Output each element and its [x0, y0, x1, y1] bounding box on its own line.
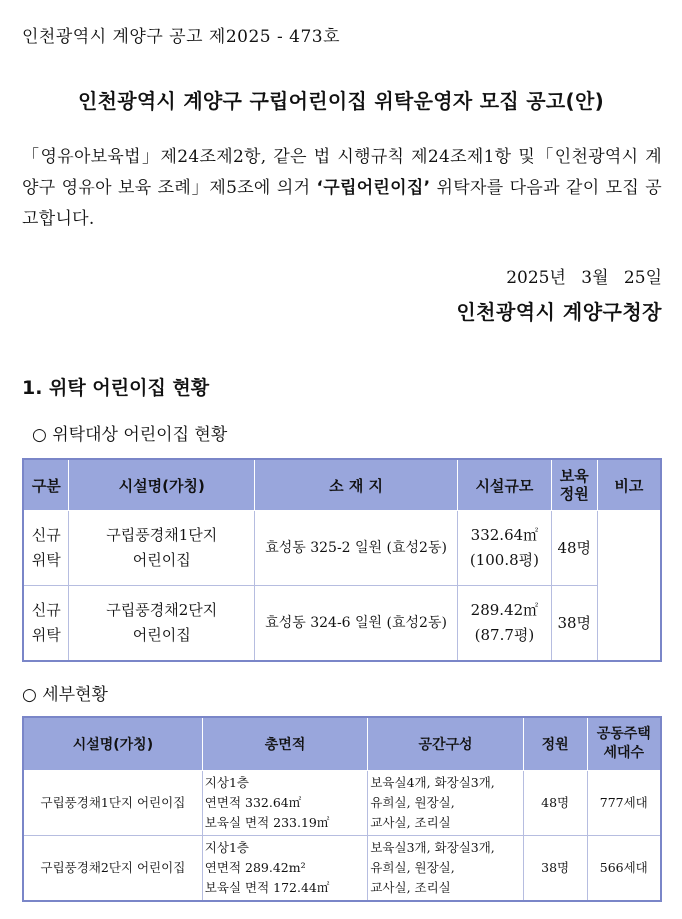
table-header: 구분 — [23, 459, 69, 511]
notice-date: 2025년 3월 25일 — [506, 268, 662, 288]
size-cell: 332.64㎡ — [470, 526, 539, 544]
households-header: 공동주택 세대수 — [596, 726, 651, 761]
subsection-heading: ○ 세부현황 — [22, 685, 108, 705]
space-line: 보육실3개, 화장실3개, — [370, 840, 495, 855]
table-header: 시설명(가칭) — [23, 717, 202, 771]
name-cell: 구립풍경채2단지 어린이집 — [106, 601, 218, 644]
table-header: 비고 — [597, 459, 661, 511]
space-line: 교사실, 조리실 — [370, 815, 451, 830]
table-header — [587, 717, 661, 771]
size-cell: 289.42㎡ — [470, 601, 539, 619]
detail-table — [22, 716, 662, 902]
intro-paragraph — [22, 142, 662, 235]
table-header: 시설규모 — [458, 459, 552, 511]
area-line: 보육실 면적 233.19㎡ — [204, 815, 330, 830]
name-cell: 구립풍경채1단지 어린이집 — [23, 771, 202, 836]
capacity-cell: 48명 — [523, 771, 587, 836]
households-cell: 777세대 — [587, 771, 661, 836]
space-line: 유희실, 원장실, — [370, 860, 455, 875]
subsection-heading: ○ 위탁대상 어린이집 현황 — [32, 425, 228, 445]
area-line: 연면적 289.42m² — [204, 860, 306, 875]
capacity-cell: 48명 — [551, 511, 597, 586]
table-header — [551, 459, 597, 511]
capacity-cell: 38명 — [551, 586, 597, 662]
table-header: 공간구성 — [368, 717, 523, 771]
table-row — [23, 586, 661, 662]
intro-text-2: 위탁자를 다음과 같이 모집 공고합니다. — [22, 178, 663, 229]
section-heading: 1. 위탁 어린이집 현황 — [22, 377, 210, 399]
type-cell: 신규위탁 — [31, 526, 61, 569]
table-header: 소 재 지 — [255, 459, 458, 511]
name-cell: 구립풍경채1단지 어린이집 — [106, 526, 218, 569]
area-line: 보육실 면적 172.44㎡ — [204, 880, 330, 895]
space-line: 보육실4개, 화장실3개, — [370, 775, 495, 790]
issuer: 인천광역시 계양구청장 — [456, 300, 662, 324]
address-cell: 효성동 325-2 일원 (효성2동) — [255, 511, 458, 586]
area-line: 지상1층 — [204, 840, 249, 855]
name-cell: 구립풍경채2단지 어린이집 — [23, 836, 202, 902]
households-cell: 566세대 — [587, 836, 661, 902]
table-header: 정원 — [523, 717, 587, 771]
capacity-header: 보육정원 — [559, 467, 589, 503]
note-cell — [597, 511, 661, 662]
size-pyeong-cell: (100.8평) — [469, 551, 539, 569]
intro-emphasis: ‘구립어린이집’ — [316, 178, 431, 198]
table-row — [23, 771, 661, 836]
page-title: 인천광역시 계양구 구립어린이집 위탁운영자 모집 공고(안) — [77, 89, 605, 113]
table-header: 시설명(가칭) — [69, 459, 255, 511]
table-header: 총면적 — [202, 717, 368, 771]
table-row — [23, 511, 661, 586]
area-line: 지상1층 — [204, 775, 249, 790]
type-cell: 신규위탁 — [31, 601, 61, 644]
space-line: 유희실, 원장실, — [370, 795, 455, 810]
table-row — [23, 836, 661, 902]
intro-text-1: 「영유아보육법」제24조제2항, 같은 법 시행규칙 제24조제1항 및「인천광역시 계양구 영유아 보육 조례」제5조에 의거 — [22, 147, 662, 198]
notice-number: 인천광역시 계양구 공고 제2025 - 473호 — [22, 27, 341, 47]
address-cell: 효성동 324-6 일원 (효성2동) — [255, 586, 458, 662]
size-pyeong-cell: (87.7평) — [474, 626, 535, 644]
space-line: 교사실, 조리실 — [370, 880, 451, 895]
capacity-cell: 38명 — [523, 836, 587, 902]
area-line: 연면적 332.64㎡ — [204, 795, 302, 810]
facility-table — [22, 458, 662, 662]
